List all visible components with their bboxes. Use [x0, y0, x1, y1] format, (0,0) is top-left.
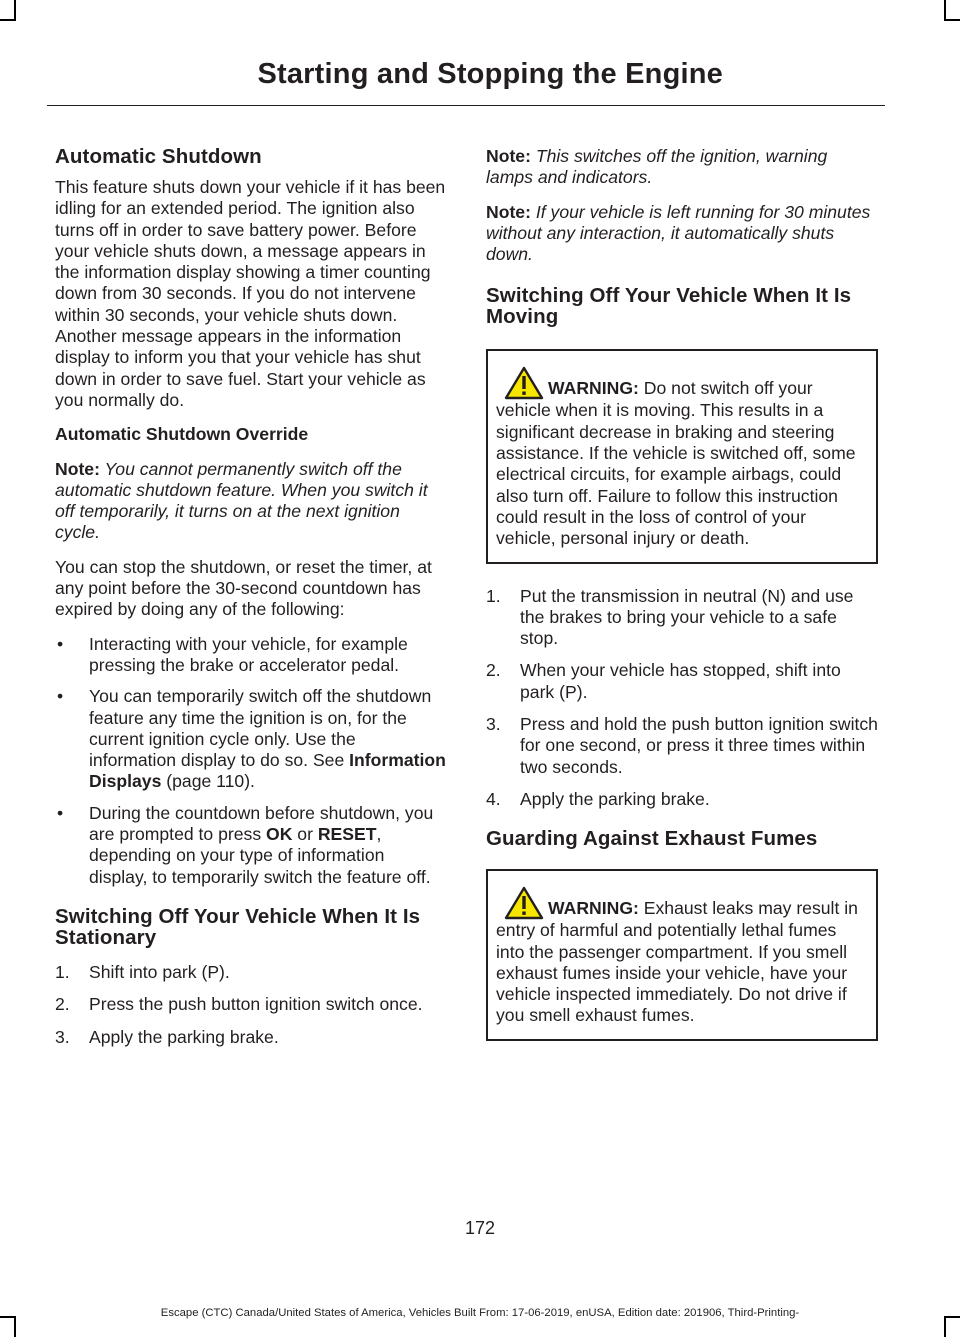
note-text: You cannot permanently switch off the automatic shutdown feature. When you switch it off temporarily, it turns on at the next ignition cycle. — [55, 458, 428, 543]
step-text: Apply the parking brake. — [89, 1026, 279, 1047]
note-label: Note: — [486, 201, 531, 222]
list-item — [55, 803, 447, 888]
warning-triangle-icon — [504, 366, 544, 400]
list-item — [486, 586, 878, 650]
warning-text: Exhaust leaks may result in entry of harmful and potentially lethal fumes into the passenger compartment. If you smell exhaust fumes inside your vehicle, have your vehicle inspected immediately. Do not drive if you smell exhaust fumes. — [496, 898, 858, 1026]
bullet-text: During the countdown before shutdown, you are prompted to press — [89, 802, 434, 845]
step-text: Apply the parking brake. — [520, 788, 710, 809]
note-running — [486, 202, 878, 266]
section-heading-automatic-shutdown: Automatic Shutdown — [55, 145, 262, 168]
bullet-text: or — [292, 824, 318, 845]
bullet-marker: • — [57, 802, 64, 823]
crop-mark — [944, 1316, 946, 1337]
override-body: You can stop the shutdown, or reset the timer, at any point before the 30-second countdown has expired by doing any of the following: — [55, 556, 432, 620]
note-text: If your vehicle is left running for 30 minutes without any interaction, it automatically shuts down. — [486, 201, 871, 265]
step-number: 1. — [55, 961, 70, 982]
list-item — [486, 789, 878, 810]
step-text: Put the transmission in neutral (N) and use the brakes to bring your vehicle to a safe stop. — [520, 585, 854, 649]
bullet-text: You can temporarily switch off the shutdown feature any time the ignition is on, for the current ignition cycle only. Use the information display to do so. See — [89, 686, 432, 771]
header-rule — [47, 105, 885, 106]
step-number: 2. — [55, 994, 70, 1015]
warning-label: WARNING: — [548, 898, 639, 919]
ok-key-label: OK — [266, 824, 293, 845]
warning-triangle-icon — [504, 886, 544, 920]
step-text: When your vehicle has stopped, shift into park (P). — [520, 660, 841, 702]
section-heading-stationary: Switching Off Your Vehicle When It Is Stationary — [55, 904, 421, 949]
bullet-text: , depending on your type of information display, to temporarily switch the feature off. — [89, 824, 431, 887]
crop-mark — [14, 0, 16, 21]
step-number: 2. — [486, 660, 501, 681]
list-item — [55, 634, 447, 677]
list-item — [55, 994, 447, 1015]
list-item — [486, 660, 878, 703]
bullet-marker: • — [57, 686, 64, 707]
bullet-text: Interacting with your vehicle, for example pressing the brake or accelerator pedal. — [89, 633, 408, 675]
crop-mark — [14, 1316, 16, 1337]
step-number: 3. — [55, 1026, 70, 1047]
list-item — [486, 714, 878, 778]
information-displays-link[interactable]: Information Displays — [89, 750, 446, 792]
note-ignition — [486, 146, 878, 189]
page-number: 172 — [464, 1218, 496, 1238]
page-title: Starting and Stopping the Engine — [257, 58, 723, 90]
bullet-marker: • — [57, 633, 64, 654]
crop-mark — [944, 19, 960, 21]
list-item — [55, 962, 447, 983]
list-item — [55, 1027, 447, 1048]
step-text: Press and hold the push button ignition switch for one second, or press it three times within two seconds. — [520, 714, 878, 777]
warning-text: Do not switch off your vehicle when it is moving. This results in a significant decrease in braking and steering assistance. If the vehicle is switched off, some electrical circuits, for example airbags, could also turn off. Failure to follow this instruction could result in the loss of control of your vehicle, personal injury or death. — [496, 378, 856, 549]
page-reference: (page 110). — [161, 771, 255, 792]
right-column — [486, 146, 878, 1063]
section-heading-override: Automatic Shutdown Override — [55, 424, 309, 445]
step-text: Press the push button ignition switch once. — [89, 994, 423, 1015]
section-heading-moving: Switching Off Your Vehicle When It Is Moving — [486, 284, 852, 329]
crop-mark — [0, 19, 16, 21]
warning-box-exhaust — [486, 869, 878, 1040]
note-label: Note: — [486, 146, 531, 166]
crop-mark — [944, 0, 946, 21]
note-text: This switches off the ignition, warning lamps and indicators. — [486, 146, 828, 188]
note-label: Note: — [55, 458, 100, 479]
automatic-shutdown-body: This feature shuts down your vehicle if it has been idling for an extended period. The ignition also turns off in order to save battery power. Before your vehicle shuts down, a message appears in the information display showing a timer counting down from 30 seconds. If you do not intervene within 30 seconds, your vehicle shuts down. Another message appears in the information display to inform you that your vehicle has shut down in order to save fuel. Start your vehicle as you normally do. — [55, 177, 446, 410]
warning-box-moving — [486, 349, 878, 563]
step-text: Shift into park (P). — [89, 961, 230, 982]
note-override — [55, 459, 447, 544]
section-heading-exhaust: Guarding Against Exhaust Fumes — [486, 827, 818, 851]
step-number: 1. — [486, 585, 501, 606]
list-item — [55, 686, 447, 792]
reset-key-label: RESET — [317, 824, 377, 845]
footer-edition-info: Escape (CTC) Canada/United States of America, Vehicles Built From: 17-06-2019, enUSA, Edition date: 201906, Third-Printing- — [160, 1307, 800, 1319]
step-number: 3. — [486, 714, 501, 735]
left-column — [55, 146, 447, 1059]
step-number: 4. — [486, 788, 501, 809]
warning-label: WARNING: — [548, 378, 639, 399]
